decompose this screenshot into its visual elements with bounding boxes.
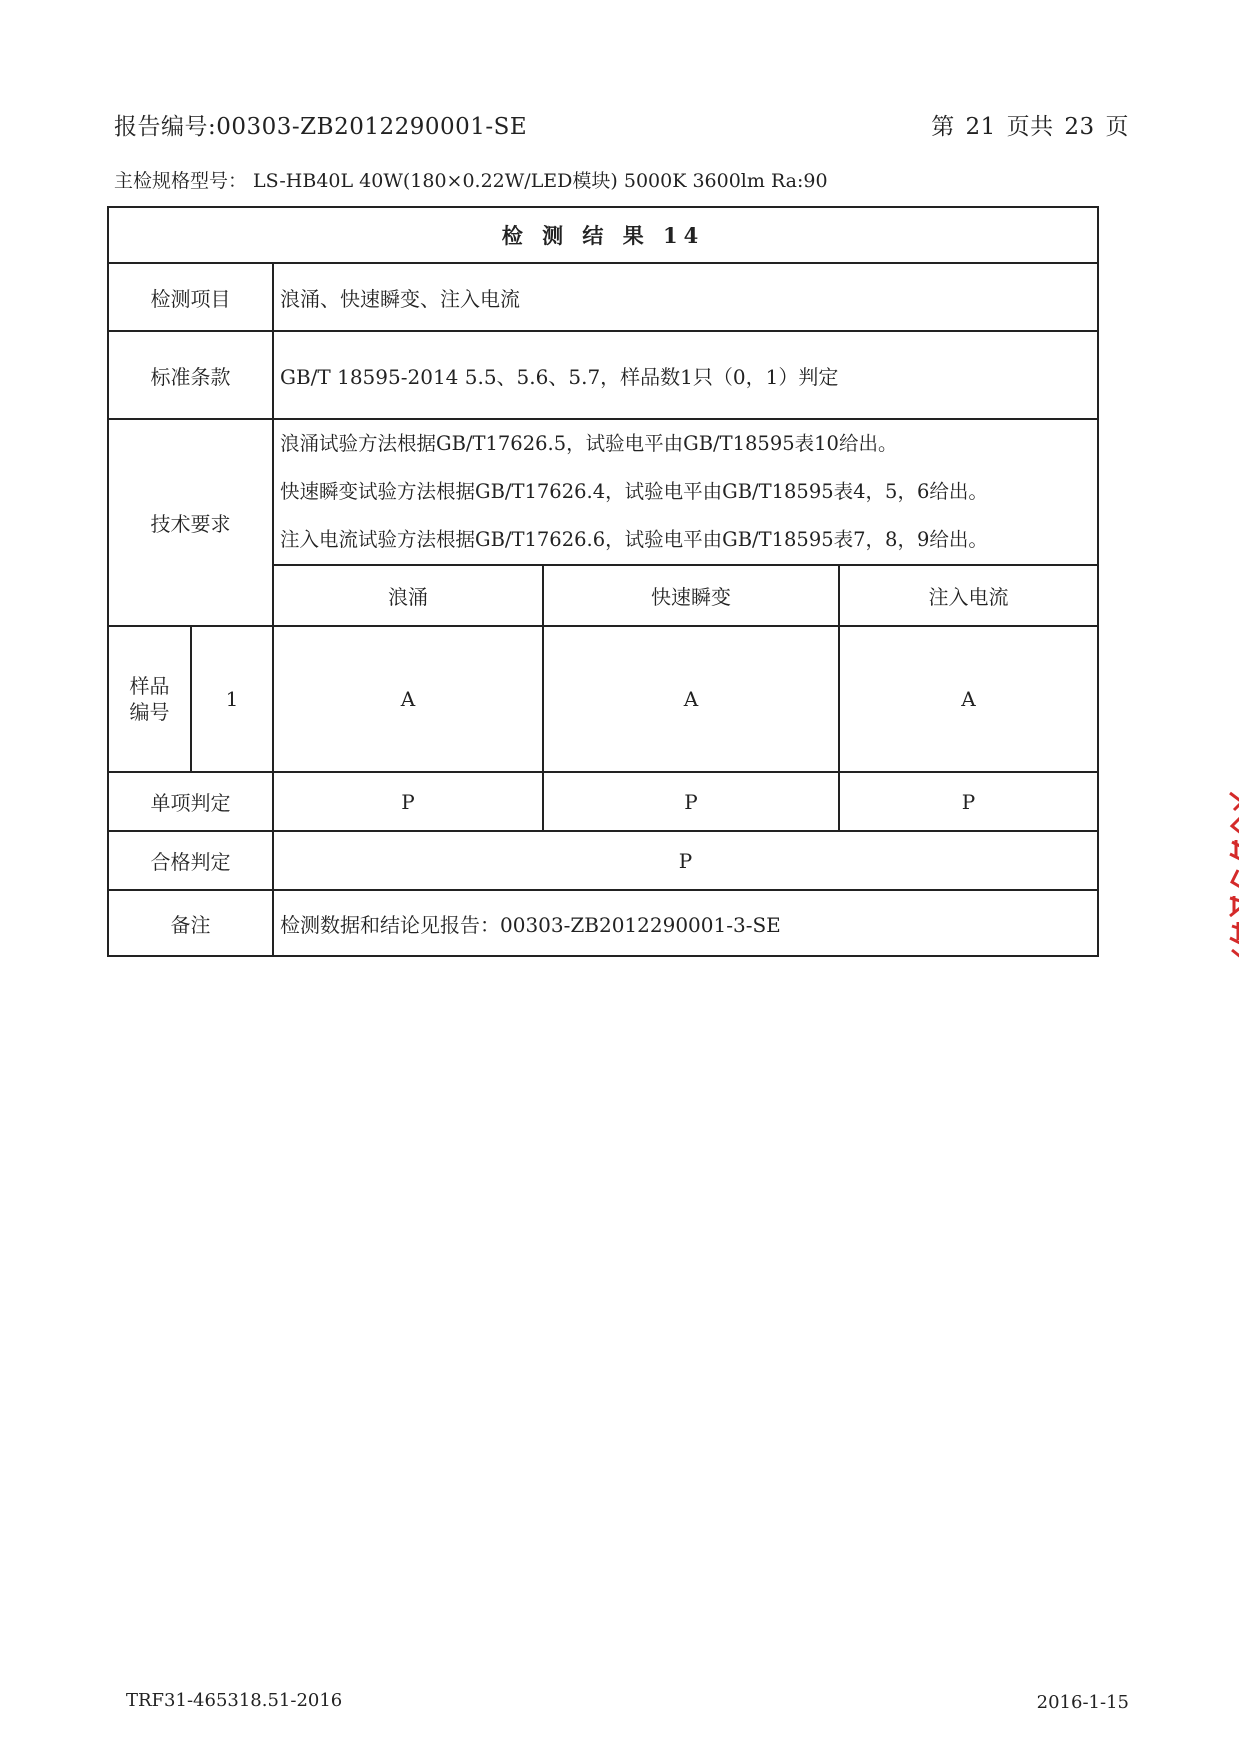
remark-label: 备注 <box>108 890 273 956</box>
requirement-label: 技术要求 <box>108 419 273 626</box>
page-indicator: 第 21 页共 23 页 <box>931 114 1129 140</box>
result-table <box>107 206 1099 957</box>
single-judgement-label: 单项判定 <box>108 772 273 831</box>
sample-result-fast-transient: A <box>543 626 839 772</box>
form-number: TRF31-465318.51-2016 <box>126 1690 343 1711</box>
sample-label: 样品 编号 <box>108 626 191 772</box>
standard-value: GB/T 18595-2014 5.5、5.6、5.7，样品数1只（0，1）判定 <box>273 331 1098 419</box>
sample-result-injected-current: A <box>839 626 1098 772</box>
sample-result-surge: A <box>273 626 543 772</box>
standard-label: 标准条款 <box>108 331 273 419</box>
single-judgement-fast-transient: P <box>543 772 839 831</box>
requirement-line: 注入电流试验方法根据GB/T17626.6，试验电平由GB/T18595表7，8，9给出。 <box>280 528 988 551</box>
requirement-line: 快速瞬变试验方法根据GB/T17626.4，试验电平由GB/T18595表4，5，6给出。 <box>280 480 988 503</box>
overall-judgement-label: 合格判定 <box>108 831 273 890</box>
model-spec-line: 主检规格型号： LS-HB40L 40W(180×0.22W/LED模块) 5000K 3600lm Ra:90 <box>114 170 828 192</box>
seal-stamp <box>1228 790 1239 960</box>
column-header-fast-transient: 快速瞬变 <box>543 565 839 626</box>
overall-judgement-value: P <box>273 831 1098 890</box>
item-value: 浪涌、快速瞬变、注入电流 <box>273 263 1098 331</box>
single-judgement-injected-current: P <box>839 772 1098 831</box>
issue-date: 2016-1-15 <box>1036 1692 1129 1713</box>
sample-number: 1 <box>191 626 273 772</box>
report-number: 报告编号:00303-ZB2012290001-SE <box>114 114 528 140</box>
column-header-injected-current: 注入电流 <box>839 565 1098 626</box>
remark-value: 检测数据和结论见报告：00303-ZB2012290001-3-SE <box>273 890 1098 956</box>
column-header-surge: 浪涌 <box>273 565 543 626</box>
requirement-line: 浪涌试验方法根据GB/T17626.5，试验电平由GB/T18595表10给出。 <box>280 432 898 455</box>
requirement-cell <box>273 419 1098 565</box>
item-label: 检测项目 <box>108 263 273 331</box>
single-judgement-surge: P <box>273 772 543 831</box>
table-title: 检 测 结 果 14 <box>108 207 1098 263</box>
